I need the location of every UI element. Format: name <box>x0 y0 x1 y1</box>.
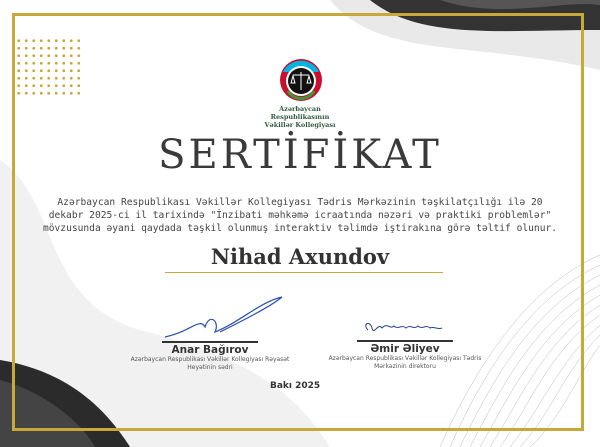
signature-line <box>162 341 258 343</box>
signature-2-image <box>360 318 445 340</box>
signatory-2 <box>320 340 490 372</box>
recipient-name: Nihad Axundov <box>210 244 390 269</box>
org-line-1: Azərbaycan <box>279 105 321 113</box>
certificate-title: SERTİFİKAT <box>158 132 442 178</box>
bar-association-emblem-logo <box>279 58 323 102</box>
org-line-3: Vəkillər Kollegiyası <box>264 121 336 129</box>
name-underline <box>165 272 443 273</box>
signatory-position: Azərbaycan Respublikası Vəkillər Kollegiyası Tədris Mərkəzinin direktoru <box>328 354 482 370</box>
signatory-position: Azərbaycan Respublikası Vəkillər Kollegiyası Rəyasət Heyətinin sədri <box>130 355 290 371</box>
signature-line <box>357 340 453 342</box>
signatory-name: Anar Bağırov <box>171 343 249 356</box>
dot-grid-decoration <box>15 37 81 97</box>
signature-1-image <box>160 292 290 342</box>
signatory-1 <box>125 341 295 373</box>
org-line-2: Respublikasının <box>270 113 330 121</box>
signatory-name: Əmir Əliyev <box>370 342 440 355</box>
place-and-year: Bakı 2025 <box>270 381 321 391</box>
organization-name <box>230 105 370 129</box>
certificate-body-text: Azərbaycan Respublikası Vəkillər Kollegiyası Tədris Mərkəzinin təşkilatçılığı ilə 20 dekabr 2025-ci il tarixində "İnzibati məhkəmə icraatında nəzəri və praktiki problemlər" mövzusunda əyani qaydada təşkil olunmuş interaktiv təlimdə iştirakına görə təltif olunur. <box>42 197 558 234</box>
